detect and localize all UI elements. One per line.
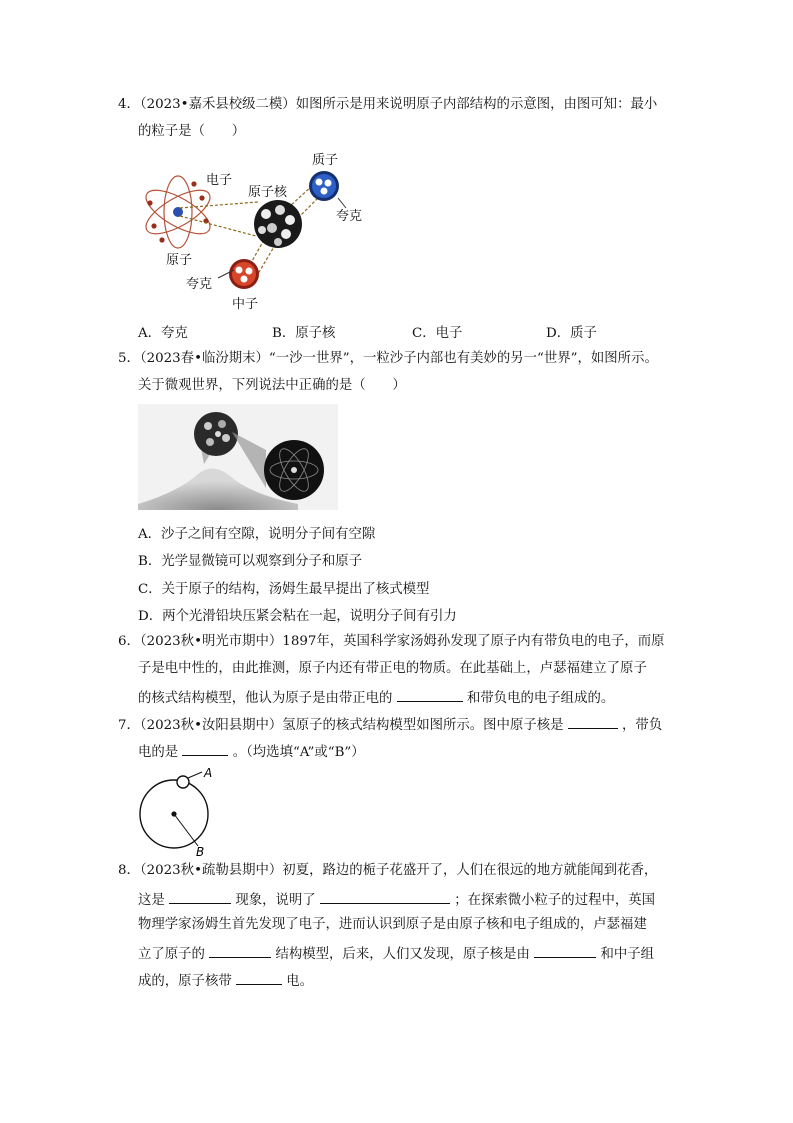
q7-line2: [138, 741, 365, 762]
label-neutron: 中子: [232, 297, 259, 312]
q8-explanation-blank[interactable]: [320, 889, 450, 904]
q8-phenomenon-blank[interactable]: [169, 889, 231, 904]
q8-line1: 8．（2023秋•疏勒县期中）初夏，路边的栀子花盛开了，人们在很远的地方就能闻到花香，: [118, 863, 658, 878]
q8-proton-blank[interactable]: [534, 943, 596, 958]
q8-line2: [138, 889, 655, 910]
q7-line1-text-a: 7．（2023秋•汝阳县期中）氢原子的核式结构模型如图所示。图中原子核是: [118, 718, 564, 733]
neutron-diagram: [229, 259, 259, 289]
q6-line3: [138, 687, 614, 708]
q8-line5-text-a: 成的，原子核带: [138, 974, 232, 989]
q4-option-a[interactable]: A．夸克: [138, 326, 188, 341]
q8-line4: [138, 943, 654, 964]
label-quark-bottom: 夸克: [186, 277, 213, 292]
q4-line1: 4．（2023•嘉禾县校级二模）如图所示是用来说明原子内部结构的示意图，由图可知：最小: [118, 97, 658, 112]
label-a: A: [204, 766, 213, 780]
q7-negative-blank[interactable]: [182, 741, 228, 756]
q7-line2-text-b: 。（均选填“A”或“B”）: [232, 745, 365, 760]
q5-option-c[interactable]: C．关于原子的结构，汤姆生最早提出了核式模型: [138, 582, 430, 597]
q8-line5: [138, 970, 313, 991]
q7-line1-text-b: ，带负: [622, 718, 663, 733]
q8-line2-text-a: 这是: [138, 893, 165, 908]
q8-model-blank[interactable]: [209, 943, 271, 958]
q4-option-c[interactable]: C．电子: [412, 326, 463, 341]
q4-option-b[interactable]: B．原子核: [272, 326, 336, 341]
q8-line2-text-c: ；在探索微小粒子的过程中，英国: [454, 893, 656, 908]
nucleus-diagram: [254, 200, 302, 248]
q6-line3-text-b: 和带负电的电子组成的。: [466, 691, 615, 706]
label-electron: 电子: [206, 173, 233, 188]
atom-diagram: [140, 176, 216, 248]
q7-line2-text-a: 电的是: [138, 745, 179, 760]
q6-line3-text-a: 的核式结构模型，他认为原子是由带正电的: [138, 691, 393, 706]
sand-world-figure: [138, 404, 338, 510]
q4-line2: 的粒子是（ ）: [138, 124, 246, 139]
atom-structure-figure: [138, 148, 378, 316]
label-proton: 质子: [312, 153, 339, 168]
q7-nucleus-blank[interactable]: [568, 714, 618, 729]
label-nucleus: 原子核: [248, 185, 288, 200]
q8-line4-text-c: 和中子组: [600, 947, 654, 962]
q8-line4-text-b: 结构模型，后来，人们又发现，原子核是由: [275, 947, 530, 962]
q8-line4-text-a: 立了原子的: [138, 947, 205, 962]
label-quark-top: 夸克: [336, 209, 363, 224]
hydrogen-atom-figure: [134, 764, 224, 856]
electron-a: [177, 776, 189, 788]
q5-option-b[interactable]: B．光学显微镜可以观察到分子和原子: [138, 554, 363, 569]
q5-line2: 关于微观世界，下列说法中正确的是（ ）: [138, 378, 406, 393]
q4-option-d[interactable]: D．质子: [546, 326, 597, 341]
label-b: B: [196, 845, 205, 856]
q8-charge-blank[interactable]: [236, 970, 282, 985]
q7-line1: [118, 714, 662, 735]
proton-diagram: [309, 171, 339, 201]
q5-line1: 5．（2023春•临汾期末）“一沙一世界”，一粒沙子内部也有美妙的另一“世界”，如图所示。: [118, 351, 658, 366]
q8-line2-text-b: 现象，说明了: [235, 893, 316, 908]
q6-answer-blank[interactable]: [397, 687, 463, 702]
q8-line5-text-b: 电。: [286, 974, 314, 989]
label-atom: 原子: [166, 253, 193, 268]
q6-line1: 6．（2023秋•明光市期中）1897年，英国科学家汤姆孙发现了原子内有带负电的电子，而原: [118, 634, 665, 649]
q8-line3: 物理学家汤姆生首先发现了电子，进而认识到原子是由原子核和电子组成的，卢瑟福建: [138, 917, 647, 932]
q6-line2: 子是电中性的，由此推测，原子内还有带正电的物质。在此基础上，卢瑟福建立了原子: [138, 661, 647, 676]
q5-option-d[interactable]: D．两个光滑铅块压紧会粘在一起，说明分子间有引力: [138, 609, 457, 624]
q5-option-a[interactable]: A．沙子之间有空隙，说明分子间有空隙: [138, 527, 376, 542]
